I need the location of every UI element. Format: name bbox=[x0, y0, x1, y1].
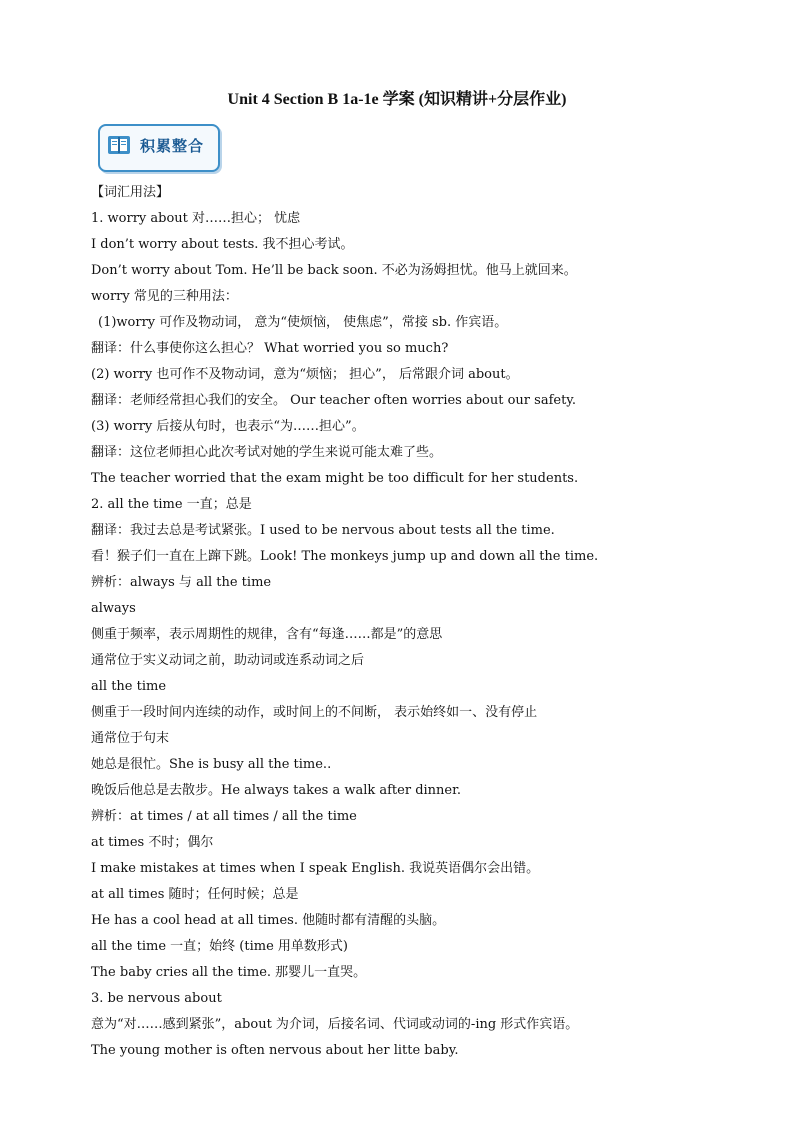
text-line: Don’t worry about Tom. He’ll be back soon. 不必为汤姆担忧。他马上就回来。 bbox=[91, 263, 577, 278]
text-line: (2) worry 也可作不及物动词，意为“烦恼； 担心”， 后常跟介词 about。 bbox=[91, 367, 519, 382]
text-line: 翻译：老师经常担心我们的安全。 Our teacher often worries about our safety. bbox=[91, 393, 577, 408]
page-title: Unit 4 Section B 1a-1e 学案 (知识精讲+分层作业) bbox=[227, 91, 567, 108]
text-line: 意为“对……感到紧张”，about 为介词，后接名词、代词或动词的-ing 形式作宾语。 bbox=[91, 1017, 579, 1032]
text-line: 3. be nervous about bbox=[91, 991, 222, 1006]
text-line: all the time bbox=[91, 679, 167, 694]
text-line: 翻译：什么事使你这么担心？ What worried you so much? bbox=[91, 341, 449, 356]
text-line: The baby cries all the time. 那婴儿一直哭。 bbox=[91, 965, 367, 980]
vocabulary-body bbox=[91, 180, 711, 1064]
text-line: worry 常见的三种用法： bbox=[91, 289, 238, 304]
text-line: I make mistakes at times when I speak English. 我说英语偶尔会出错。 bbox=[91, 861, 540, 876]
section-badge-label: 积累整合 bbox=[140, 137, 205, 155]
text-line: all the time 一直；始终 (time 用单数形式) bbox=[91, 939, 348, 954]
text-line: 2. all the time 一直；总是 bbox=[91, 497, 252, 512]
section-heading: 【词汇用法】 bbox=[91, 185, 170, 200]
text-line: 看！猴子们一直在上蹿下跳。Look! The monkeys jump up and down all the time. bbox=[91, 549, 599, 564]
text-line: The teacher worried that the exam might be too difficult for her students. bbox=[91, 471, 579, 486]
text-line: The young mother is often nervous about her litte baby. bbox=[91, 1043, 459, 1058]
text-line: 她总是很忙。She is busy all the time.. bbox=[91, 757, 332, 772]
text-line: (1)worry 可作及物动词， 意为“使烦恼， 使焦虑”，常接 sb. 作宾语。 bbox=[98, 315, 508, 330]
text-line: 1. worry about 对……担心； 忧虑 bbox=[91, 211, 301, 226]
text-line: 翻译：我过去总是考试紧张。I used to be nervous about tests all the time. bbox=[91, 523, 555, 538]
text-line: at all times 随时；任何时候；总是 bbox=[91, 887, 299, 902]
text-line: 晚饭后他总是去散步。He always takes a walk after dinner. bbox=[91, 783, 462, 798]
book-icon bbox=[106, 132, 132, 158]
text-line: 侧重于一段时间内连续的动作，或时间上的不间断， 表示始终如一、没有停止 bbox=[91, 705, 538, 720]
text-line: at times 不时；偶尔 bbox=[91, 835, 214, 850]
text-line: 侧重于频率，表示周期性的规律，含有“每逢……都是”的意思 bbox=[91, 627, 443, 642]
text-line: (3) worry 后接从句时，也表示“为……担心”。 bbox=[91, 419, 365, 434]
text-line: I don’t worry about tests. 我不担心考试。 bbox=[91, 237, 354, 252]
text-line: 辨析：at times / at all times / all the time bbox=[91, 809, 357, 824]
text-line: 翻译：这位老师担心此次考试对她的学生来说可能太难了些。 bbox=[91, 445, 443, 460]
text-line: He has a cool head at all times. 他随时都有清醒的头脑。 bbox=[91, 913, 446, 928]
section-badge bbox=[98, 124, 218, 170]
text-line: 通常位于实义动词之前，助动词或连系动词之后 bbox=[91, 653, 365, 668]
text-line: 辨析：always 与 all the time bbox=[91, 575, 272, 590]
text-line: always bbox=[91, 601, 136, 616]
text-line: 通常位于句末 bbox=[91, 731, 170, 746]
